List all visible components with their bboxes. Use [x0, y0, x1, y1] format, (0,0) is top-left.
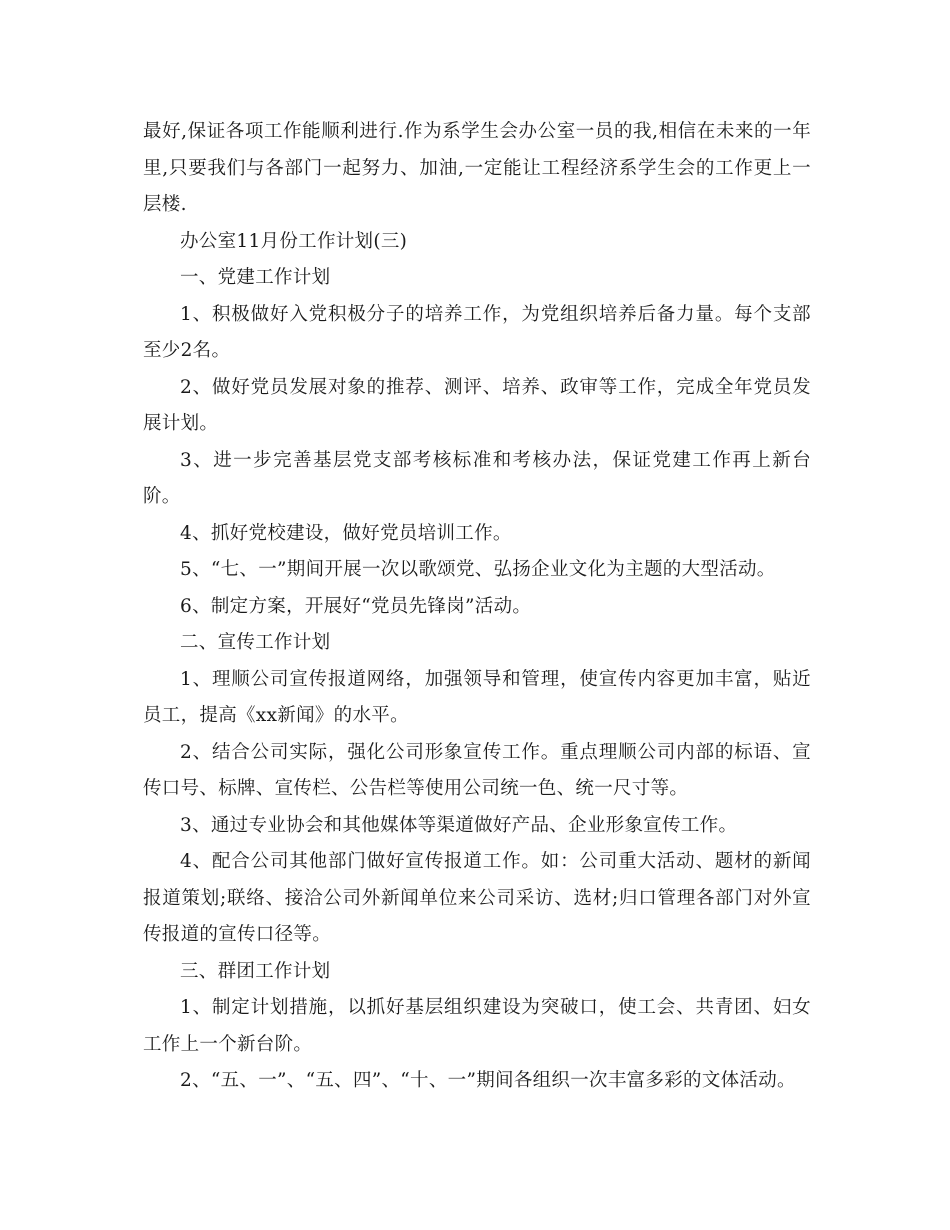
publicity-item-4: 4、配合公司其他部门做好宣传报道工作。如：公司重大活动、题材的新闻报道策划;联络、接洽公司外新闻单位来公司采访、选材;归口管理各部门对外宣传报道的宣传口径等。 — [143, 851, 811, 945]
paragraph-continuation: 最好,保证各项工作能顺利进行.作为系学生会办公室一员的我,相信在未来的一年里,只要我们与各部门一起努力、加油,一定能让工程经济系学生会的工作更上一层楼. — [143, 121, 811, 215]
party-item-2: 2、做好党员发展对象的推荐、测评、培养、政审等工作，完成全年党员发展计划。 — [143, 376, 811, 434]
heading-mass-organizations: 三、群团工作计划 — [180, 960, 331, 982]
publicity-item-2: 2、结合公司实际，强化公司形象宣传工作。重点理顺公司内部的标语、宣传口号、标牌、宣传栏、公告栏等使用公司统一色、统一尺寸等。 — [143, 741, 811, 799]
party-item-5: 5、“七、一”期间开展一次以歌颂党、弘扬企业文化为主题的大型活动。 — [180, 559, 776, 580]
publicity-item-3: 3、通过专业协会和其他媒体等渠道做好产品、企业形象宣传工作。 — [180, 814, 738, 836]
party-item-6: 6、制定方案，开展好“党员先锋岗”活动。 — [180, 595, 532, 617]
section-title: 办公室11月份工作计划(三) — [180, 230, 408, 252]
heading-party-building: 一、党建工作计划 — [180, 267, 331, 288]
heading-publicity: 二、宣传工作计划 — [180, 632, 331, 653]
document-body — [143, 114, 811, 1100]
party-item-1: 1、积极做好入党积极分子的培养工作，为党组织培养后备力量。每个支部至少2名。 — [143, 303, 811, 361]
party-item-3: 3、进一步完善基层党支部考核标准和考核办法，保证党建工作再上新台阶。 — [143, 449, 811, 507]
mass-item-1: 1、制定计划措施，以抓好基层组织建设为突破口，使工会、共青团、妇女工作上一个新台阶。 — [143, 997, 811, 1055]
mass-item-2: 2、“五、一”、“五、四”、“十、一”期间各组织一次丰富多彩的文体活动。 — [180, 1070, 796, 1091]
party-item-4: 4、抓好党校建设，做好党员培训工作。 — [180, 522, 512, 544]
publicity-item-1: 1、理顺公司宣传报道网络，加强领导和管理，使宣传内容更加丰富，贴近员工，提高《xx新闻》的水平。 — [143, 668, 811, 726]
